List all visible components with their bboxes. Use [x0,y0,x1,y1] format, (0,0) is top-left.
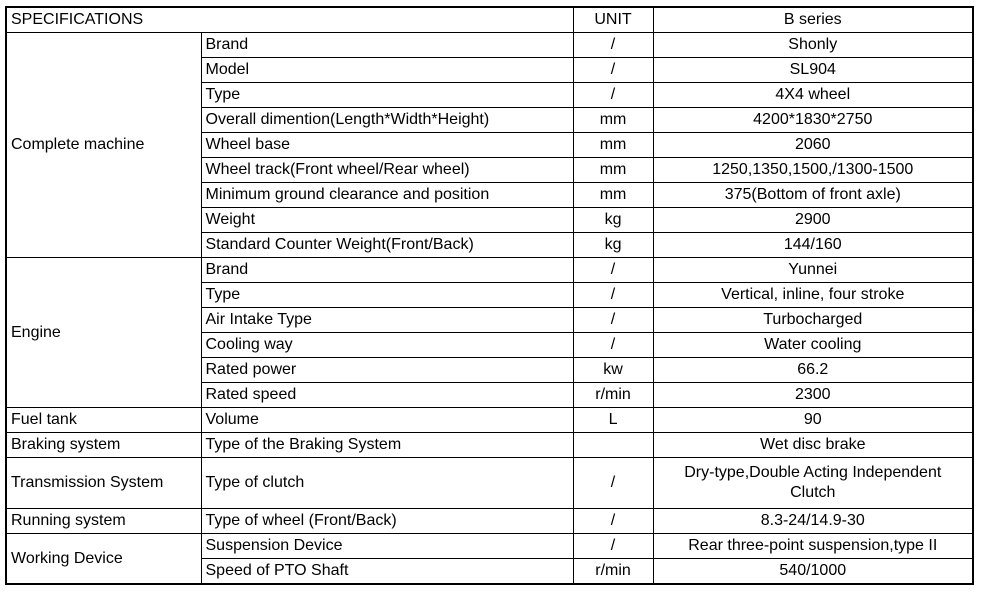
unit-cell [573,433,653,458]
unit-cell: / [573,58,653,83]
unit-cell: mm [573,183,653,208]
value-cell: SL904 [653,58,973,83]
value-cell: Rear three-point suspension,type II [653,534,973,559]
table-header-row [6,7,973,33]
value-cell: Wet disc brake [653,433,973,458]
unit-cell: / [573,509,653,534]
param-cell: Overall dimention(Length*Width*Height) [201,108,573,133]
unit-cell: / [573,534,653,559]
unit-cell: / [573,83,653,108]
header-b-series: B series [653,7,973,33]
param-cell: Type of the Braking System [201,433,573,458]
group-cell-braking-system: Braking system [6,433,201,458]
unit-cell: / [573,283,653,308]
value-cell: 375(Bottom of front axle) [653,183,973,208]
param-cell: Volume [201,408,573,433]
group-cell-transmission-system: Transmission System [6,458,201,509]
unit-cell: L [573,408,653,433]
unit-cell: / [573,33,653,58]
value-cell: 2900 [653,208,973,233]
value-cell: 66.2 [653,358,973,383]
unit-cell: kw [573,358,653,383]
param-cell: Type [201,83,573,108]
group-cell-running-system: Running system [6,509,201,534]
value-cell: 4200*1830*2750 [653,108,973,133]
value-cell: Turbocharged [653,308,973,333]
param-cell: Wheel base [201,133,573,158]
unit-cell: / [573,458,653,509]
unit-cell: mm [573,133,653,158]
param-cell: Rated speed [201,383,573,408]
table-row [6,33,973,58]
param-cell: Type of clutch [201,458,573,509]
table-row [6,408,973,433]
unit-cell: r/min [573,559,653,585]
value-cell: 2300 [653,383,973,408]
value-cell: 1250,1350,1500,/1300-1500 [653,158,973,183]
param-cell: Cooling way [201,333,573,358]
unit-cell: mm [573,108,653,133]
header-unit: UNIT [573,7,653,33]
param-cell: Air Intake Type [201,308,573,333]
value-cell: Vertical, inline, four stroke [653,283,973,308]
param-cell: Suspension Device [201,534,573,559]
param-cell: Brand [201,33,573,58]
value-cell: 4X4 wheel [653,83,973,108]
group-cell-fuel-tank: Fuel tank [6,408,201,433]
unit-cell: / [573,333,653,358]
table-row [6,433,973,458]
param-cell: Minimum ground clearance and position [201,183,573,208]
group-cell-working-device: Working Device [6,534,201,585]
table-row [6,534,973,559]
value-cell: 2060 [653,133,973,158]
value-cell: 144/160 [653,233,973,258]
value-cell: 90 [653,408,973,433]
value-cell: Shonly [653,33,973,58]
table-row [6,258,973,283]
unit-cell: / [573,308,653,333]
unit-cell: / [573,258,653,283]
unit-cell: kg [573,208,653,233]
param-cell: Standard Counter Weight(Front/Back) [201,233,573,258]
value-cell: 8.3-24/14.9-30 [653,509,973,534]
param-cell: Model [201,58,573,83]
value-cell: 540/1000 [653,559,973,585]
group-cell-engine: Engine [6,258,201,408]
specifications-table [5,6,974,585]
unit-cell: r/min [573,383,653,408]
param-cell: Brand [201,258,573,283]
unit-cell: mm [573,158,653,183]
value-cell [653,458,973,509]
group-cell-complete-machine: Complete machine [6,33,201,258]
param-cell: Weight [201,208,573,233]
param-cell: Wheel track(Front wheel/Rear wheel) [201,158,573,183]
param-cell: Speed of PTO Shaft [201,559,573,585]
param-cell: Type of wheel (Front/Back) [201,509,573,534]
value-text: Dry-type,Double Acting Independent Clutch [684,464,942,501]
value-cell: Water cooling [653,333,973,358]
param-cell: Rated power [201,358,573,383]
value-cell: Yunnei [653,258,973,283]
table-row [6,509,973,534]
param-cell: Type [201,283,573,308]
table-row [6,458,973,509]
header-specifications: SPECIFICATIONS [6,7,573,33]
unit-cell: kg [573,233,653,258]
